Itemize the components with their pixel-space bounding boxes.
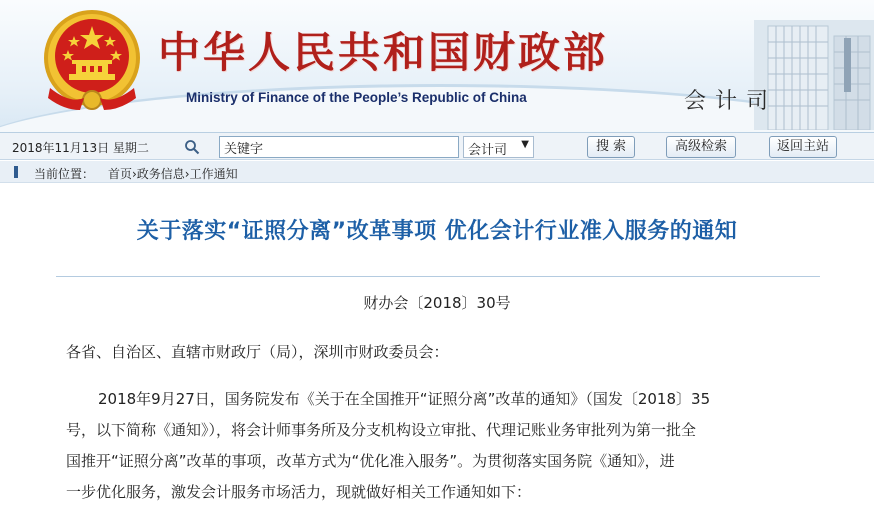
article-addressee: 各省、自治区、直辖市财政厅（局），深圳市财政委员会： [66,343,449,361]
magnifier-icon [184,139,200,155]
breadcrumb-path[interactable]: 首页›政务信息›工作通知 [108,167,238,181]
national-emblem-icon [40,6,144,114]
paragraph-line: 2018年9月27日，国务院发布《关于在全国推开“证照分离”改革的通知》（国发〔2018〕35 [98,390,711,408]
search-toolbar [0,132,874,160]
breadcrumb [0,161,874,183]
search-button[interactable]: 搜索 [587,136,635,158]
advanced-search-button[interactable]: 高级检索 [666,136,736,158]
breadcrumb-marker-icon [14,166,18,178]
ministry-title-chinese: 中华人民共和国财政部 [158,28,609,77]
search-scope-value: 会计司 [468,143,508,158]
chevron-down-icon: ▼ [521,139,529,150]
breadcrumb-label: 当前位置： [34,167,95,181]
department-name: 会计司 [684,89,778,114]
document-number: 财办会〔2018〕30号 [363,294,511,312]
paragraph-line: 一步优化服务，激发会计服务市场活力，现就做好相关工作通知如下： [66,483,532,501]
article-title: 关于落实“证照分离”改革事项 优化会计行业准入服务的通知 [136,219,738,244]
site-banner [0,0,874,132]
paragraph-line: 国推开“证照分离”改革的事项，改革方式为“优化准入服务”。为贯彻落实国务院《通知》，进 [66,452,675,470]
ministry-title-english: Ministry of Finance of the People’s Republic of China [186,90,527,105]
current-date: 2018年11月13日 星期二 [12,141,149,155]
return-main-site-button[interactable]: 返回主站 [769,136,837,158]
paragraph-line: 号，以下简称《通知》），将会计师事务所及分支机构设立审批、代理记账业务审批列为第一批全 [66,421,697,439]
article-paragraph [66,384,814,508]
title-divider [56,276,820,277]
search-input[interactable] [219,136,459,158]
search-scope-select[interactable] [463,136,534,158]
